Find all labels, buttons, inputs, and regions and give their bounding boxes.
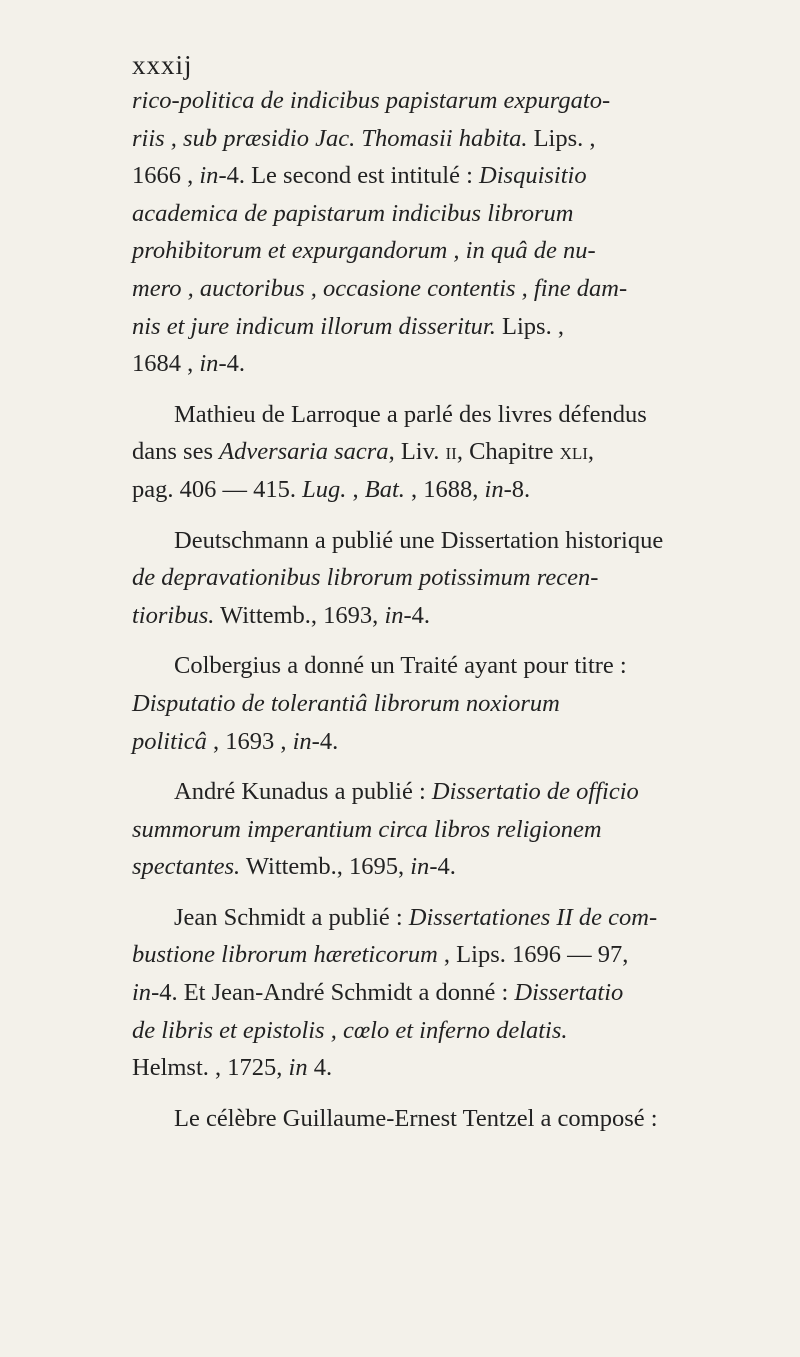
text-line xyxy=(132,308,797,346)
roman-text: pag. 406 — 415. xyxy=(132,475,303,503)
roman-text: Lips. , xyxy=(495,312,564,340)
italic-text: de libris et epistolis , cœlo et inferno delatis. xyxy=(132,1016,568,1044)
italic-text: academica de papistarum indicibus librorum xyxy=(132,199,574,227)
roman-text: 4. xyxy=(307,1054,333,1082)
roman-text: -8. xyxy=(503,475,531,503)
text-line xyxy=(132,157,797,195)
text-line xyxy=(132,1049,797,1087)
italic-text: in xyxy=(410,853,430,881)
italic-text: in xyxy=(288,1054,308,1082)
italic-text: in xyxy=(484,475,504,503)
italic-text: spectantes. xyxy=(132,853,241,881)
roman-text: Helmst. , 1725, xyxy=(132,1054,289,1082)
roman-text: 1684 , xyxy=(132,350,200,378)
italic-text: in xyxy=(292,727,312,755)
text-line xyxy=(132,396,797,434)
text-line xyxy=(132,811,797,849)
roman-text: , 1688, xyxy=(404,475,485,503)
paragraph-gap xyxy=(132,509,797,522)
paragraph-gap xyxy=(132,760,797,773)
paragraph-gap xyxy=(132,634,797,647)
italic-text: in xyxy=(384,601,404,629)
roman-text: , Chapitre xyxy=(456,438,560,466)
text-line xyxy=(132,685,797,723)
italic-text: de depravationibus librorum potissimum recen- xyxy=(132,564,599,592)
roman-text: , xyxy=(587,438,595,466)
italic-text: prohibitorum et expurgandorum , in quâ de nu- xyxy=(132,237,596,265)
roman-text: , Lips. 1696 — 97, xyxy=(437,941,629,969)
italic-text: Dissertatio xyxy=(514,979,624,1007)
text-line xyxy=(132,974,797,1012)
text-line xyxy=(132,899,797,937)
italic-text: politicâ xyxy=(132,727,207,755)
italic-text: bustione librorum hæreticorum xyxy=(132,941,438,969)
italic-text: Adversaria sacra xyxy=(219,438,389,466)
roman-text: , Liv. xyxy=(388,438,446,466)
italic-text: Lug. xyxy=(302,475,347,503)
text-line xyxy=(132,1100,797,1138)
roman-text: Wittemb., 1693, xyxy=(214,601,385,629)
roman-text: xli xyxy=(559,438,588,466)
roman-text: -4. xyxy=(403,601,431,629)
text-line xyxy=(132,597,797,635)
roman-text: Le célèbre Guillaume-Ernest Tentzel a composé : xyxy=(174,1104,658,1132)
text-line xyxy=(132,433,797,471)
roman-text: -4. xyxy=(429,853,456,881)
text-line xyxy=(132,559,797,597)
roman-text: dans ses xyxy=(132,438,220,466)
roman-text: Lips. , xyxy=(527,124,596,152)
italic-text: tioribus. xyxy=(132,601,215,629)
italic-text: in xyxy=(199,162,219,190)
text-line xyxy=(132,345,797,383)
paragraph-gap xyxy=(132,886,797,899)
text-line xyxy=(132,522,797,560)
roman-text: Jean Schmidt a publié : xyxy=(174,903,409,931)
roman-text: ii xyxy=(445,438,457,466)
italic-text: Disquisitio xyxy=(479,162,587,190)
text-line xyxy=(132,848,797,886)
italic-text: nis et jure indicum illorum disseritur. xyxy=(132,312,496,340)
italic-text: in xyxy=(199,350,219,378)
page-number: xxxij xyxy=(132,50,193,80)
roman-text: , 1693 , xyxy=(206,727,293,755)
text-line xyxy=(132,773,797,811)
italic-text: in xyxy=(132,979,152,1007)
roman-text: -4. xyxy=(218,350,245,378)
roman-text: Mathieu de Larroque a parlé des livres défendus xyxy=(174,400,647,428)
italic-text: rico-politica de indicibus papistarum expurgato- xyxy=(132,87,611,114)
roman-text: -4. Et Jean-André Schmidt a donné : xyxy=(151,979,515,1007)
text-line xyxy=(132,723,797,761)
roman-text: -4. xyxy=(311,727,339,755)
text-line xyxy=(132,120,797,158)
roman-text: André Kunadus a publié : xyxy=(174,778,432,806)
italic-text: riis , sub præsidio Jac. Thomasii habita. xyxy=(132,124,528,152)
text-line xyxy=(132,270,797,308)
italic-text: mero , auctoribus , occasione contentis , fine dam- xyxy=(132,274,628,302)
italic-text: Dissertatio de officio xyxy=(431,778,639,806)
roman-text: Wittemb., 1695, xyxy=(240,853,411,881)
roman-text: -4. Le second est intitulé : xyxy=(218,162,480,190)
paragraph-gap xyxy=(132,383,797,396)
italic-text: summorum imperantium circa libros religionem xyxy=(132,815,602,843)
text-line xyxy=(132,471,797,509)
italic-text: Disputatio de tolerantiâ librorum noxiorum xyxy=(132,689,560,717)
text-line xyxy=(132,1012,797,1050)
paragraph-gap xyxy=(132,1087,797,1100)
text-line xyxy=(132,195,797,233)
italic-text: Bat. xyxy=(364,475,405,503)
text-line xyxy=(132,647,797,685)
text-line xyxy=(132,936,797,974)
roman-text: Colbergius a donné un Traité ayant pour titre : xyxy=(174,652,627,680)
roman-text: , xyxy=(346,475,365,503)
text-line xyxy=(132,232,797,270)
text-line xyxy=(132,82,797,120)
roman-text: Deutschmann a publié une Dissertation historique xyxy=(174,526,664,554)
italic-text: Dissertationes II de com- xyxy=(408,903,658,931)
body-text xyxy=(132,82,797,1137)
roman-text: 1666 , xyxy=(132,162,200,190)
